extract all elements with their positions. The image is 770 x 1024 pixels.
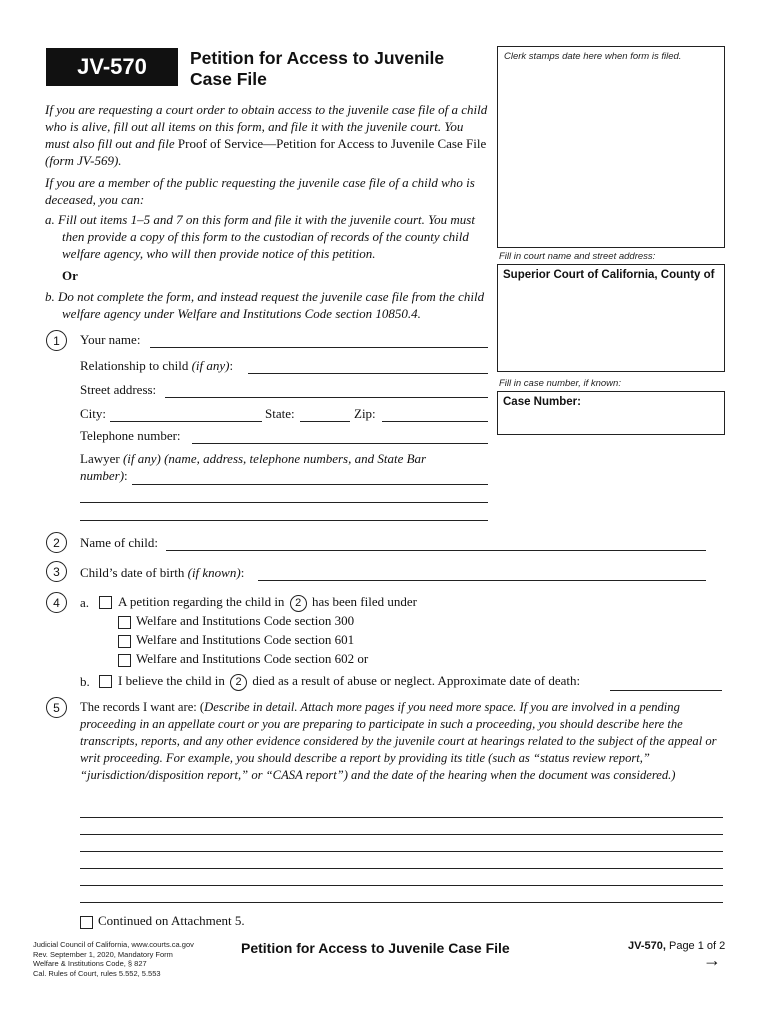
- relationship-label: Relationship to child (if any):: [80, 358, 234, 373]
- lawyer-field-2[interactable]: [80, 502, 488, 503]
- zip-label: Zip:: [354, 406, 376, 421]
- state-label: State:: [265, 406, 295, 421]
- zip-field[interactable]: [382, 421, 488, 422]
- item-4-number: 4: [46, 592, 67, 613]
- footer-citation: Judicial Council of California, www.courts.ca.gov Rev. September 1, 2020, Mandatory Form Welfare & Institutions Code, § 827 Cal. Rules of Court, rules 5.552, 5.553: [33, 940, 194, 978]
- records-wanted-text: The records I want are: (Describe in detail. Attach more pages if you need more space. If you are involved in a pending proceeding in an appellate court or you are preparing to participate in such a proceeding, you should describe here the transcripts, reports, and any other evidence considered by the juvenile court at hearings related to the subject of the appeal or writ proceeding. For example, you should describe a report by providing its title (such as “status review report,” “jurisdiction/disposition report,” or “CASA report”) and the date of the hearing when the document was considered.): [80, 700, 717, 782]
- section-602-label: Welfare and Institutions Code section 602 or: [136, 651, 369, 666]
- lawyer-label: Lawyer (if any) (name, address, telephone numbers, and State Bar number):: [80, 451, 427, 483]
- section-300-label: Welfare and Institutions Code section 300: [136, 613, 355, 628]
- item-5-number: 5: [46, 697, 67, 718]
- item-4b-text: I believe the child in 2 died as a result of abuse or neglect. Approximate date of death:: [118, 673, 580, 691]
- your-name-label: Your name:: [80, 332, 141, 347]
- section-602-checkbox[interactable]: [118, 654, 131, 667]
- clerk-stamp-box: [497, 46, 725, 248]
- clerk-stamp-label: Clerk stamps date here when form is filed.: [504, 51, 682, 62]
- instructions-b: b. Do not complete the form, and instead request the juvenile case file from the child welfare agency under Welfare and Institutions Code section 10850.4.: [45, 289, 485, 321]
- instructions-or: Or: [62, 268, 78, 283]
- records-line-1[interactable]: [80, 817, 723, 818]
- item-2-reference: 2: [290, 595, 307, 612]
- records-line-5[interactable]: [80, 885, 723, 886]
- court-label: Fill in court name and street address:: [499, 251, 656, 262]
- case-number-box[interactable]: [497, 391, 725, 435]
- item-4a-text: A petition regarding the child in 2 has been filed under: [118, 594, 417, 612]
- section-601-checkbox[interactable]: [118, 635, 131, 648]
- continued-attachment-label: Continued on Attachment 5.: [98, 913, 245, 928]
- street-field[interactable]: [165, 397, 488, 398]
- date-of-death-field[interactable]: [610, 690, 722, 691]
- city-label: City:: [80, 406, 107, 421]
- records-line-6[interactable]: [80, 902, 723, 903]
- continued-attachment-checkbox[interactable]: [80, 916, 93, 929]
- item-2-reference-b: 2: [230, 674, 247, 691]
- item-4b-checkbox[interactable]: [99, 675, 112, 688]
- case-number-hint: Fill in case number, if known:: [499, 378, 621, 389]
- footer-title: Petition for Access to Juvenile Case File: [241, 940, 510, 956]
- footer-page: JV-570, Page 1 of 2: [628, 940, 726, 952]
- child-name-field[interactable]: [166, 550, 706, 551]
- item-4a-letter: a.: [80, 595, 90, 610]
- telephone-label: Telephone number:: [80, 428, 181, 443]
- state-field[interactable]: [300, 421, 350, 422]
- records-line-3[interactable]: [80, 851, 723, 852]
- lawyer-field-1[interactable]: [132, 484, 488, 485]
- city-field[interactable]: [110, 421, 262, 422]
- relationship-field[interactable]: [248, 373, 488, 374]
- lawyer-field-3[interactable]: [80, 520, 488, 521]
- child-dob-field[interactable]: [258, 580, 706, 581]
- instructions-p2: If you are a member of the public requesting the juvenile case file of a child who is deceased, you can:: [45, 175, 475, 207]
- child-dob-label: Child’s date of birth (if known):: [80, 565, 245, 580]
- section-300-checkbox[interactable]: [118, 616, 131, 629]
- records-line-2[interactable]: [80, 834, 723, 835]
- instructions-a: a. Fill out items 1–5 and 7 on this form and file it with the juvenile court. You must then provide a copy of this form to the custodian of records of the county child welfare agency, who will then provide notice of this petition.: [45, 212, 475, 261]
- street-label: Street address:: [80, 382, 157, 397]
- court-box[interactable]: [497, 264, 725, 372]
- item-3-number: 3: [46, 561, 67, 582]
- child-name-label: Name of child:: [80, 535, 158, 550]
- item-4b-letter: b.: [80, 674, 90, 689]
- item-2-number: 2: [46, 532, 67, 553]
- your-name-field[interactable]: [150, 347, 488, 348]
- form-number-badge: JV-570: [46, 48, 178, 86]
- instructions-p1: If you are requesting a court order to obtain access to the juvenile case file of a child who is alive, fill out all items on this form, and file it with the juvenile court. You must also fill out and file Proof of Service—Petition for Access to Juvenile Case File (form JV-569).: [45, 102, 488, 168]
- item-1-number: 1: [46, 330, 67, 351]
- item-4a-checkbox[interactable]: [99, 596, 112, 609]
- section-601-label: Welfare and Institutions Code section 601: [136, 632, 355, 647]
- court-value: Superior Court of California, County of: [503, 269, 715, 281]
- next-page-arrow-icon: →: [703, 950, 721, 970]
- telephone-field[interactable]: [192, 443, 488, 444]
- case-number-label: Case Number:: [503, 396, 581, 408]
- form-title: Petition for Access to Juvenile Case File: [190, 48, 445, 89]
- records-line-4[interactable]: [80, 868, 723, 869]
